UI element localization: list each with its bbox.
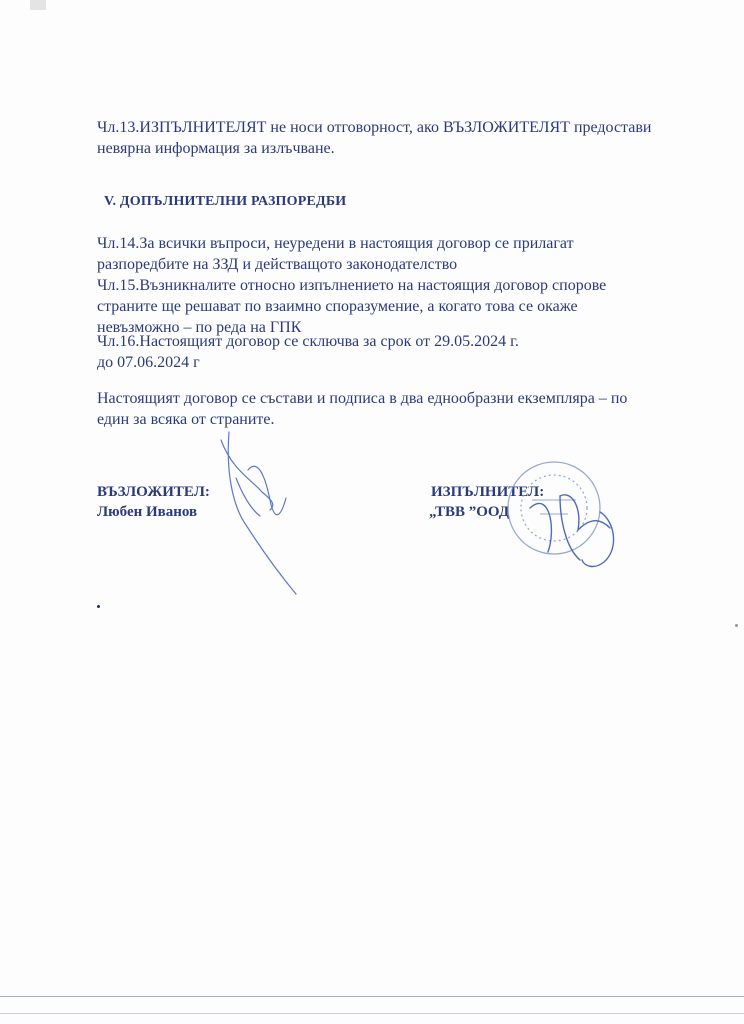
company-stamp-icon — [508, 462, 600, 554]
client-signature-icon — [221, 432, 296, 594]
article-16-line1: Чл.16.Настоящият договор се сключва за срок от 29.05.2024 г. — [97, 333, 519, 350]
article-14: Чл.14.За всички въпроси, неуредени в настоящия договор се прилагат разпоредбите на ЗЗД и действащото законодателство — [97, 235, 574, 273]
contractor-label: ИЗПЪЛНИТЕЛ: — [431, 484, 545, 500]
client-label: ВЪЗЛОЖИТЕЛ: — [97, 484, 210, 500]
contractor-name: „ТВВ ”ООД — [429, 504, 510, 520]
closing-paragraph: Настоящият договор се състави и подписа в два еднообразни екземпляра – по един за всяка от страните. — [97, 390, 628, 428]
article-13: Чл.13.ИЗПЪЛНИТЕЛЯТ не носи отговорност, ако ВЪЗЛОЖИТЕЛЯТ предостави невярна информация за излъчване. — [97, 119, 652, 157]
section-5-heading: V. ДОПЪЛНИТЕЛНИ РАЗПОРЕДБИ — [104, 194, 347, 209]
scan-edge-line-2 — [0, 1013, 744, 1014]
contractor-signature-icon — [530, 495, 614, 567]
scan-dot — [735, 624, 738, 627]
stray-dot — [97, 605, 100, 608]
article-16-line2: до 07.06.2024 г — [97, 354, 200, 371]
scan-edge-line — [0, 996, 744, 997]
client-name: Любен Иванов — [97, 504, 198, 520]
article-15: Чл.15.Възникналите относно изпълнението на настоящия договор спорове страните ще решават по взаимно споразумение, а когато това се окаже невъзможно – по реда на ГПК — [97, 277, 607, 336]
